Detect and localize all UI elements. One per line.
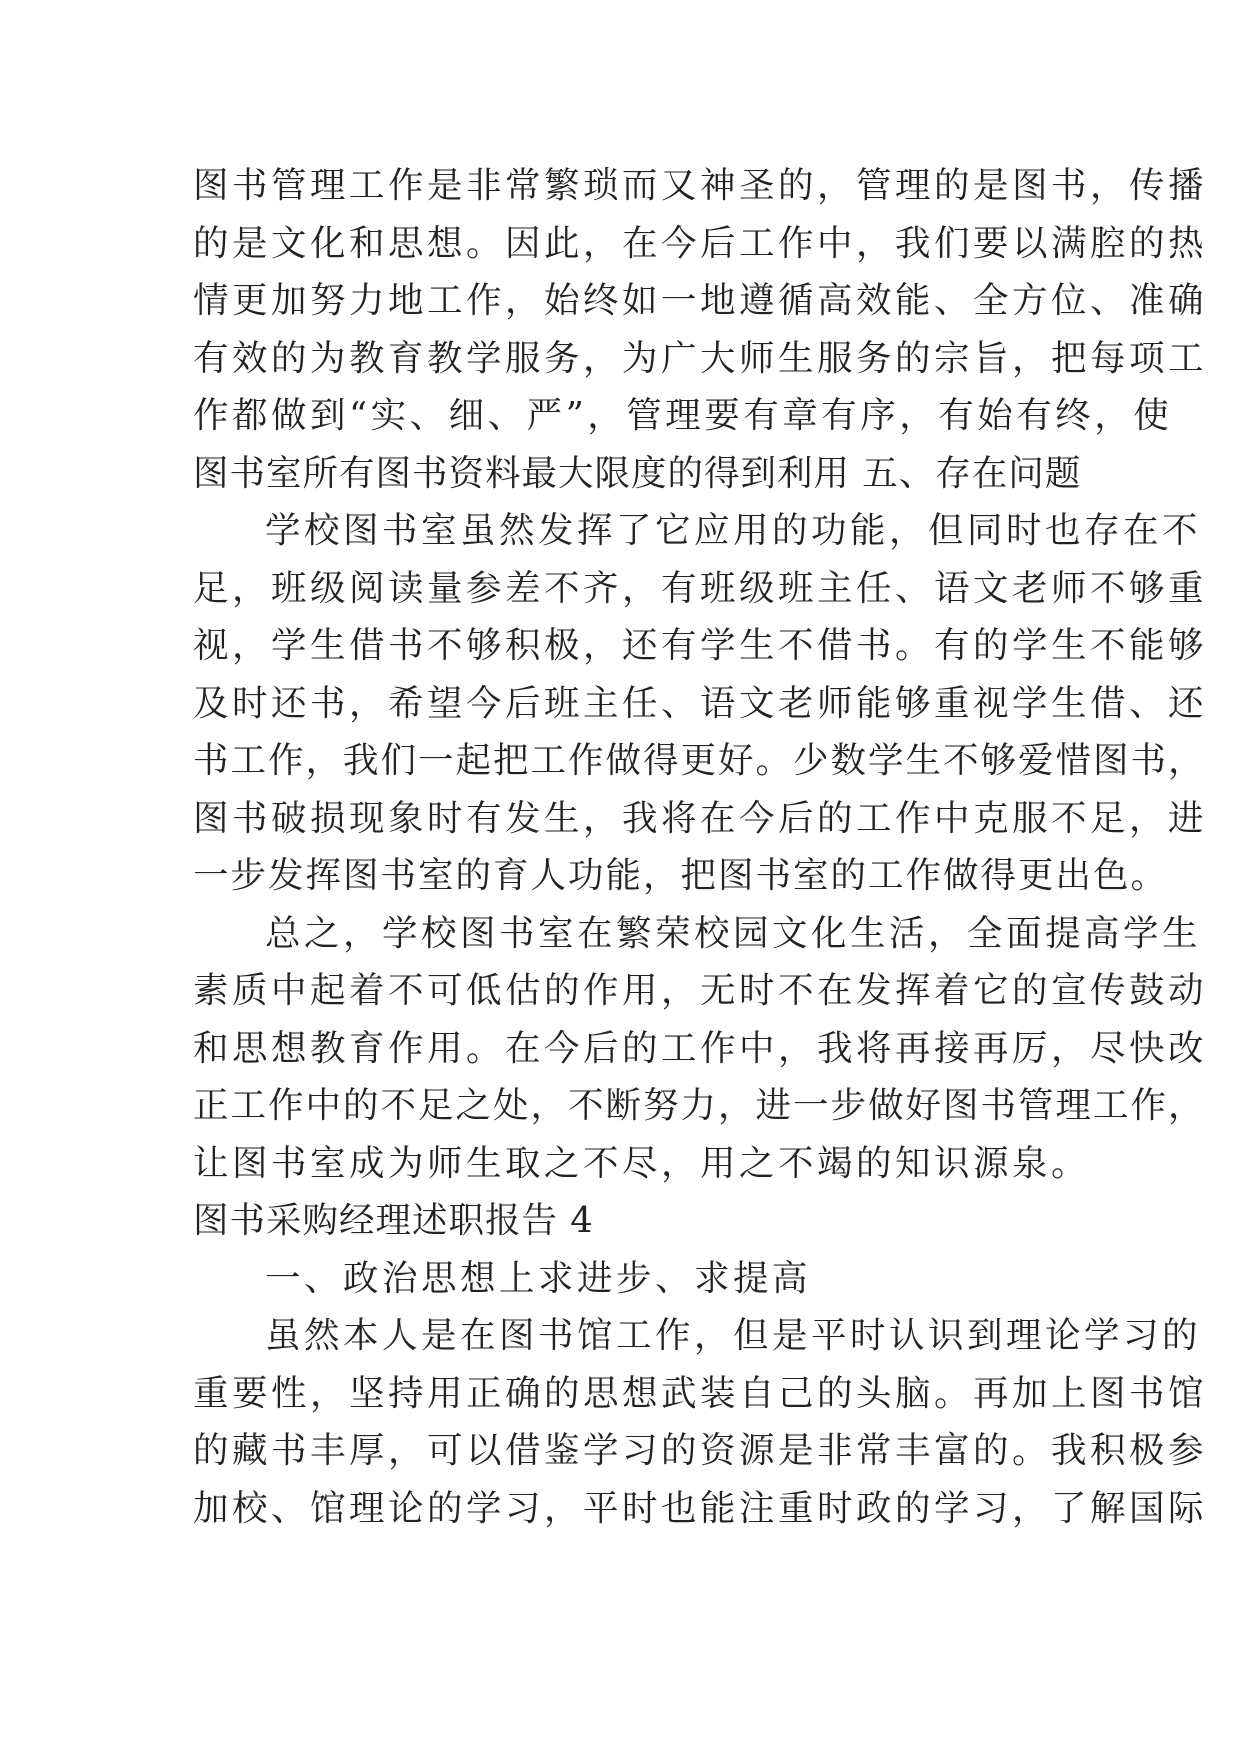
paragraph-line: 图书破损现象时有发生，我将在今后的工作中克服不足，进 (193, 797, 1208, 839)
paragraph-line: 一步发挥图书室的育人功能，把图书室的工作做得更出色。 (193, 855, 1169, 896)
paragraph-line: 图书室所有图书资料最大限度的得到利用 五、存在问题 (193, 452, 1082, 494)
paragraph-line: 学校图书室虽然发挥了它应用的功能，但同时也存在不 (265, 510, 1202, 551)
paragraph-line: 足，班级阅读量参差不齐，有班级班主任、语文老师不够重 (193, 567, 1208, 609)
paragraph-line: 让图书室成为师生取之不尽，用之不竭的知识源泉。 (193, 1142, 1091, 1184)
paragraph-line: 和思想教育作用。在今后的工作中，我将再接再厉，尽快改 (193, 1027, 1208, 1069)
paragraph-line: 图书管理工作是非常繁琐而又神圣的，管理的是图书，传播 (193, 165, 1208, 206)
paragraph-line: 重要性，坚持用正确的思想武装自己的头脑。再加上图书馆 (193, 1372, 1208, 1414)
section-heading: 图书采购经理述职报告 4 (193, 1200, 594, 1241)
subsection-heading: 一、政治思想上求进步、求提高 (265, 1257, 812, 1299)
paragraph-line: 有效的为教育教学服务，为广大师生服务的宗旨，把每项工 (193, 337, 1208, 379)
paragraph-line: 素质中起着不可低估的作用，无时不在发挥着它的宣传鼓动 (193, 970, 1208, 1011)
paragraph-line: 书工作，我们一起把工作做得更好。少数学生不够爱惜图书， (193, 740, 1206, 781)
paragraph-line: 虽然本人是在图书馆工作，但是平时认识到理论学习的 (265, 1315, 1202, 1356)
paragraph-line: 视，学生借书不够积极，还有学生不借书。有的学生不能够 (193, 625, 1208, 666)
paragraph-line: 正工作中的不足之处，不断努力，进一步做好图书管理工作， (193, 1085, 1206, 1126)
paragraph-line: 的是文化和思想。因此，在今后工作中，我们要以满腔的热 (193, 222, 1208, 264)
document-body (193, 157, 1208, 1537)
paragraph-line: 加校、馆理论的学习，平时也能注重时政的学习，了解国际 (193, 1487, 1208, 1529)
paragraph-line: 作都做到“实、细、严”，管理要有章有序，有始有终，使 (193, 395, 1173, 436)
paragraph-line: 情更加努力地工作，始终如一地遵循高效能、全方位、准确 (193, 280, 1208, 321)
paragraph-line: 及时还书，希望今后班主任、语文老师能够重视学生借、还 (193, 682, 1208, 724)
paragraph-line: 总之，学校图书室在繁荣校园文化生活，全面提高学生 (265, 912, 1202, 954)
paragraph-line: 的藏书丰厚，可以借鉴学习的资源是非常丰富的。我积极参 (193, 1430, 1208, 1471)
